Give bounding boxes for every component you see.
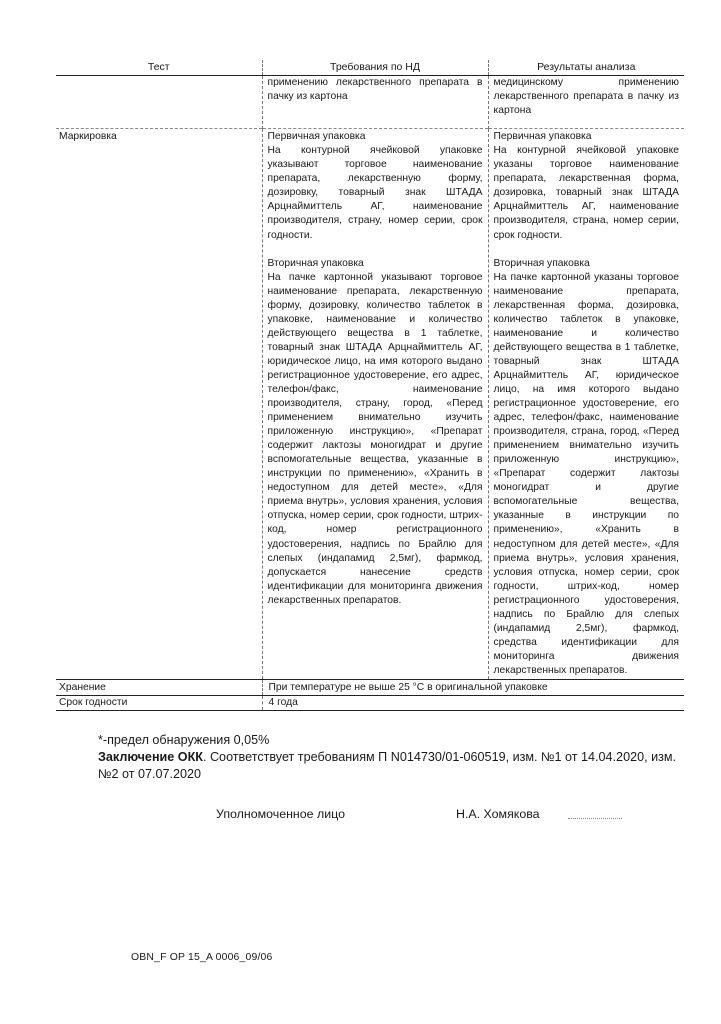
primary-req-title: Первичная упаковка [267,131,366,143]
storage-value: При температуре не выше 25 °С в оригинальной упаковке [262,679,684,695]
marking-results-cell [488,129,684,680]
header-results: Результаты анализа [488,60,684,76]
conclusion-text: . Соответствует требованиям П N014730/01-060519, изм. №1 от 14.04.2020, изм.№2 от 07.07.2020 [98,750,677,781]
marking-requirements-cell [262,129,488,680]
primary-req-text: На контурной ячейковой упаковке указывают торговое наименование препарата, лекарственную форму, дозировку, товарный знак ШТАДА Арцнаймиттель АГ, наименование производителя, страну, номер серии, срок годности. [267,145,483,241]
primary-res-title: Первичная упаковка [493,131,592,143]
conclusion [98,749,688,783]
shelf-life-test-label: Срок годности [56,696,262,711]
table-header-row [56,60,684,76]
footer-document-code: OBN_F OP 15_A 0006_09/06 [131,952,273,963]
signature-name: Н.А. Хомякова [456,807,540,821]
primary-res-text: На контурной ячейковой упаковке указаны торговое наименование препарата, лекарственная форма, дозировка, товарный знак ШТАДА Арцнаймиттель АГ, наименование производителя, страна, номер серии, срок годности. [493,145,679,241]
results-table [56,60,684,711]
table-row-continuation [56,76,684,129]
secondary-req-text: На пачке картонной указывают торговое наименование препарата, лекарственную форму, дозировку, количество таблеток в упаковке, наименование и количество действующего вещества в 1 таблетке, товарный знак ШТАДА Арцнаймиттель АГ, юридическое лицо, на имя которого выдано регистрационное удостоверение, его адрес, телефон/факс, наименование производителя, страну, город, «Перед применением внимательно изучить приложенную инструкцию», «Препарат содержит лактозы моногидрат и другие вспомогательные вещества, указанные в инструкции по применению», «Хранить в недоступном для детей месте», «Для приема внутрь», условия хранения, условия отпуска, номер серии, срок годности, штрих-код, номер регистрационного удостоверения, надпись по Брайлю для слепых (индапамид 2,5мг), фармкод, допускается нанесение средств идентификации для мониторинга движения лекарственных препаратов. [267,271,483,606]
marking-test-label: Маркировка [56,129,262,680]
secondary-req-title: Вторичная упаковка [267,257,364,269]
signature-role: Уполномоченное лицо [216,807,345,821]
shelf-life-value: 4 года [262,696,684,711]
continuation-test-cell [56,76,262,129]
continuation-requirement: применению лекарственного препарата в пачку из картона [262,76,488,129]
secondary-res-text: На пачке картонной указаны торговое наименование препарата, лекарственная форма, дозировка, количество таблеток в упаковке, наименование и количество действующего вещества в 1 таблетке, товарный знак ШТАДА Арцнаймиттель АГ, юридическое лицо, на имя которого выдано регистрационное удостоверение, его адрес, телефон/факс, наименование производителя, страна, город, «Перед применением внимательно изучить приложенную инструкцию», «Препарат содержит лактозы моногидрат и другие вспомогательные вещества, указанные в инструкции по применению», «Хранить в недоступном для детей месте», «Для приема внутрь», условия хранения, условия отпуска, номер серии, срок годности, штрих-код, номер регистрационного удостоверения, надпись по Брайлю для слепых (индапамид 2,5мг), фармкод, средства идентификации для мониторинга движения лекарственных препаратов. [493,271,679,676]
header-test: Тест [56,60,262,76]
secondary-res-title: Вторичная упаковка [493,257,590,269]
continuation-result: медицинскому применению лекарственного препарата в пачку из картона [488,76,684,129]
conclusion-label: Заключение ОКК [98,750,203,764]
storage-test-label: Хранение [56,679,262,695]
header-requirements: Требования по НД [262,60,488,76]
table-row-storage [56,679,684,695]
table-row-marking [56,129,684,680]
detection-limit-note: *-предел обнаружения 0,05% [98,733,270,747]
table-row-shelf-life [56,696,684,711]
signature-line [568,812,622,819]
